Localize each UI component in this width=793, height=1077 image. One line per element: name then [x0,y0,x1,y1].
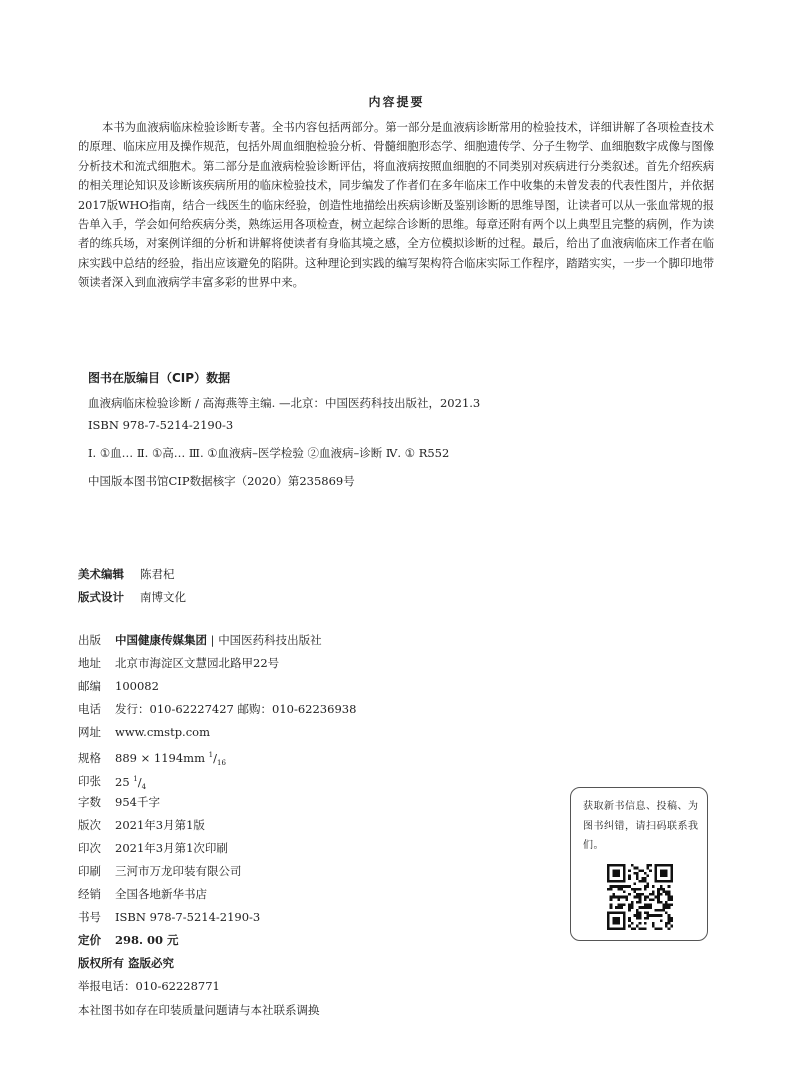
phone-label: 电话 [78,702,101,717]
website-row [78,721,356,744]
edition-label: 版次 [78,817,101,832]
editors-block [78,563,186,609]
qr-code-icon[interactable] [607,864,673,930]
sheets-value: 25 [115,774,130,789]
impression-row [78,837,356,860]
book-number-row [78,906,356,929]
sheets-fraction-num: 1 [133,774,138,783]
postcode-row [78,675,356,698]
words-row [78,791,356,814]
book-number-label: 书号 [78,910,101,925]
cip-title-line: 血液病临床检验诊断 / 高海燕等主编. —北京：中国医药科技出版社，2021.3 [88,396,481,410]
publisher-divider: | [207,633,219,647]
website-label: 网址 [78,725,101,740]
art-editor-row [78,563,186,586]
printer-value: 三河市万龙印装有限公司 [115,863,242,878]
website-value: www.cmstp.com [115,725,210,740]
size-fraction-num: 1 [208,751,214,760]
address-label: 地址 [78,656,101,671]
postcode-label: 邮编 [78,679,101,694]
size-fraction-den: 16 [216,759,226,768]
publisher-label: 出版 [78,633,101,647]
cip-classification: Ⅰ. ①血… Ⅱ. ①高… Ⅲ. ①血液病–医学检验 ②血液病–诊断 Ⅳ. ① R552 [88,446,450,460]
address-value: 北京市海淀区文慧园北路甲22号 [115,656,280,671]
cip-verification: 中国版本图书馆CIP数据核字（2020）第235869号 [88,474,355,488]
sheets-label: 印张 [78,774,101,789]
layout-design-value: 南博文化 [140,590,186,604]
postcode-value: 100082 [115,679,159,694]
summary-body: 本书为血液病临床检验诊断专著。全书内容包括两部分。第一部分是血液病诊断常用的检验技术，详细讲解了各项检查技术的原理、临床应用及操作规范，包括外周血细胞检验分析、骨髓细胞形态学、细胞遗传学、分子生物学、血细胞数字成像与图像分析技术和流式细胞术。第二部分是血液病检验诊断评估，将血液病按照血细胞的不同类别对疾病进行分类叙述。首先介绍疾病的相关理论知识及诊断该疾病所用的临床检验技术，同步编发了作者们在多年临床工作中收集的未曾发表的代表性图片，并依据2017版WHO指南，结合一线医生的临床经验，创造性地描绘出疾病诊断及鉴别诊断的思维导图，让读者可以从一张血常规的报告单入手，学会如何给疾病分类，熟练运用各项检查，树立起综合诊断的思维。每章还附有两个以上典型且完整的病例，作为读者的练兵场，对案例详细的分析和讲解将使读者有身临其境之感，全方位模拟诊断的过程。最后，给出了血液病临床工作者在临床实践中总结的经验，指出应该避免的陷阱。这种理论到实践的编写架构符合临床实际工作程序，踏踏实实，一步一个脚印地带领读者深入到血液病学丰富多彩的世界中来。 [78,121,714,290]
cip-heading: 图书在版编目（CIP）数据 [88,371,231,385]
price-value: 298. 00 元 [115,933,179,948]
impression-label: 印次 [78,840,101,855]
address-row [78,652,356,675]
phone-value: 发行：010-62227427 邮购：010-62236938 [115,702,357,717]
sheets-fraction-den: 4 [141,782,147,791]
price-row [78,929,356,952]
art-editor-value: 陈君杞 [140,567,175,581]
art-editor-label: 美术编辑 [78,567,124,581]
publisher-row [78,629,356,652]
phone-row [78,698,356,721]
layout-design-row [78,586,186,609]
printer-row [78,860,356,883]
distributor-value: 全国各地新华书店 [115,887,207,902]
printer-label: 印刷 [78,863,101,878]
size-value: 889 × 1194mm [115,751,205,766]
words-value: 954千字 [115,794,160,809]
distributor-row [78,883,356,906]
summary-title: 内容提要 [368,95,425,109]
distributor-label: 经销 [78,887,101,902]
price-label: 定价 [78,933,101,948]
words-label: 字数 [78,794,101,809]
report-phone: 举报电话：010-62228771 [78,979,220,994]
layout-design-label: 版式设计 [78,590,124,604]
edition-row [78,814,356,837]
book-number-value: ISBN 978-7-5214-2190-3 [115,910,261,925]
cip-block [88,369,708,492]
impression-value: 2021年3月第1次印刷 [115,840,228,855]
size-row: 规格 889 × 1194mm $^1/_{16}$ [78,744,356,767]
publisher-group: 中国健康传媒集团 [115,633,207,647]
edition-value: 2021年3月第1版 [115,817,205,832]
sheets-row: 印张 25 $^1/_4$ [78,768,356,791]
size-label: 规格 [78,751,101,766]
publishing-info [78,629,356,1022]
quality-notice: 本社图书如存在印装质量问题请与本社联系调换 [78,1002,320,1017]
qr-contact-box [570,787,708,941]
cip-isbn: ISBN 978-7-5214-2190-3 [88,418,234,432]
publisher-name: 中国医药科技出版社 [218,633,322,647]
rights-notice: 版权所有 盗版必究 [78,956,175,971]
qr-instructions: 获取新书信息、投稿、为图书纠错，请扫码联系我们。 [583,801,699,851]
